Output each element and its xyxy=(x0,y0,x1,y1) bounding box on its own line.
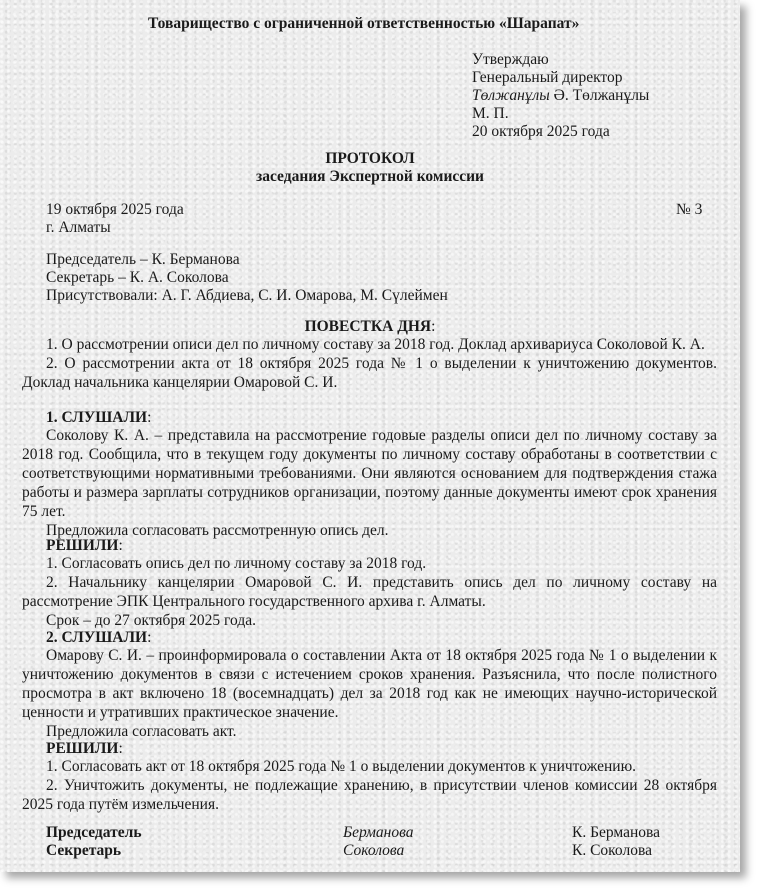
signature-name: К. Берманова xyxy=(572,824,661,841)
approval-signature-line xyxy=(472,86,649,105)
decision-item: 1. Согласовать опись дел по личному составу за 2018 год. xyxy=(46,555,427,572)
approval-line1: Утверждаю xyxy=(472,51,549,68)
signature-mark: Соколова xyxy=(343,842,405,859)
heard-paragraph: Соколову К. А. – представила на рассмотрение годовые разделы описи дел по личному составу за 2018 год. Сообщила, что в текущем году документы по личному составу обработаны в соответствии с соответствующими нормативными требованиями. Они являются основанием для подтверждения стажа работы и размера зарплаты сотрудников организации, поэтому данные документы имеют срок хранения 75 лет. xyxy=(22,427,717,520)
approval-date: 20 октября 2025 года xyxy=(472,123,610,140)
proposal-paragraph: Предложила согласовать рассмотренную опись дел. xyxy=(46,522,389,539)
chair-line: Председатель – К. Берманова xyxy=(46,251,240,268)
present-line: Присутствовали: А. Г. Абдиева, С. И. Омарова, М. Сүлеймен xyxy=(46,287,448,304)
agenda-item: 1. О рассмотрении описи дел по личному составу за 2018 год. Доклад архивариуса Соколовой К. А. xyxy=(46,336,705,353)
signature-role: Председатель xyxy=(46,824,142,841)
meeting-date: 19 октября 2025 года xyxy=(46,201,184,218)
decision-item: 1. Согласовать акт от 18 октября 2025 года № 1 о выделении документов к уничтожению. xyxy=(46,758,637,775)
document-title: ПРОТОКОЛ xyxy=(325,150,415,167)
agenda-heading: ПОВЕСТКА ДНЯ: xyxy=(304,318,436,335)
section2-heard-text xyxy=(22,646,717,741)
decision-item: 2. Уничтожить документы, не подлежащие хранению, в присутствии членов комиссии 28 октября 2025 года путём измельчения. xyxy=(22,777,717,813)
document-subtitle: заседания Экспертной комиссии xyxy=(256,168,484,185)
section1-heard-heading: 1. СЛУШАЛИ: xyxy=(46,409,152,426)
director-signature: Төлжанұлы xyxy=(472,87,550,104)
director-name: Ә. Төлжанұлы xyxy=(553,87,650,104)
agenda-item: 2. О рассмотрении акта от 18 октября 2025 года № 1 о выделении к уничтожению документов. Доклад начальника канцелярии Омаровой С. И. xyxy=(22,355,717,391)
protocol-number: № 3 xyxy=(676,201,703,218)
section2-decisions xyxy=(22,757,717,814)
signature-name: К. Соколова xyxy=(572,842,652,859)
section2-heard-heading: 2. СЛУШАЛИ: xyxy=(46,629,152,646)
seal-mark: М. П. xyxy=(472,105,509,122)
proposal-paragraph: Предложила согласовать акт. xyxy=(46,723,237,740)
signature-role: Секретарь xyxy=(46,842,122,859)
agenda-list xyxy=(22,335,717,392)
secretary-line: Секретарь – К. А. Соколова xyxy=(46,269,229,286)
organization-name: Товарищество с ограниченной ответственностью «Шарапат» xyxy=(148,15,580,32)
heard-paragraph: Омарову С. И. – проинформировала о составлении Акта от 18 октября 2025 года № 1 о выделении к уничтожению документов в связи с истечением сроков хранения. Разъяснила, что после полистного просмотра в акт включено 18 (восемнадцать) дел за 2018 год как не имеющих научно-исторической ценности и утративших практическое значение. xyxy=(22,647,717,721)
section1-decisions xyxy=(22,554,717,630)
section1-heard-text xyxy=(22,426,717,540)
meeting-city: г. Алматы xyxy=(46,219,111,236)
section1-decided-heading: РЕШИЛИ: xyxy=(46,537,123,554)
signature-mark: Берманова xyxy=(343,824,414,841)
section2-decided-heading: РЕШИЛИ: xyxy=(46,740,123,757)
decision-item: 2. Начальнику канцелярии Омаровой С. И. представить опись дел по личному составу на рассмотрение ЭПК Центрального государственного архива г. Алматы. xyxy=(22,574,717,610)
decision-deadline: Срок – до 27 октября 2025 года. xyxy=(46,612,256,629)
approval-position: Генеральный директор xyxy=(472,69,623,86)
